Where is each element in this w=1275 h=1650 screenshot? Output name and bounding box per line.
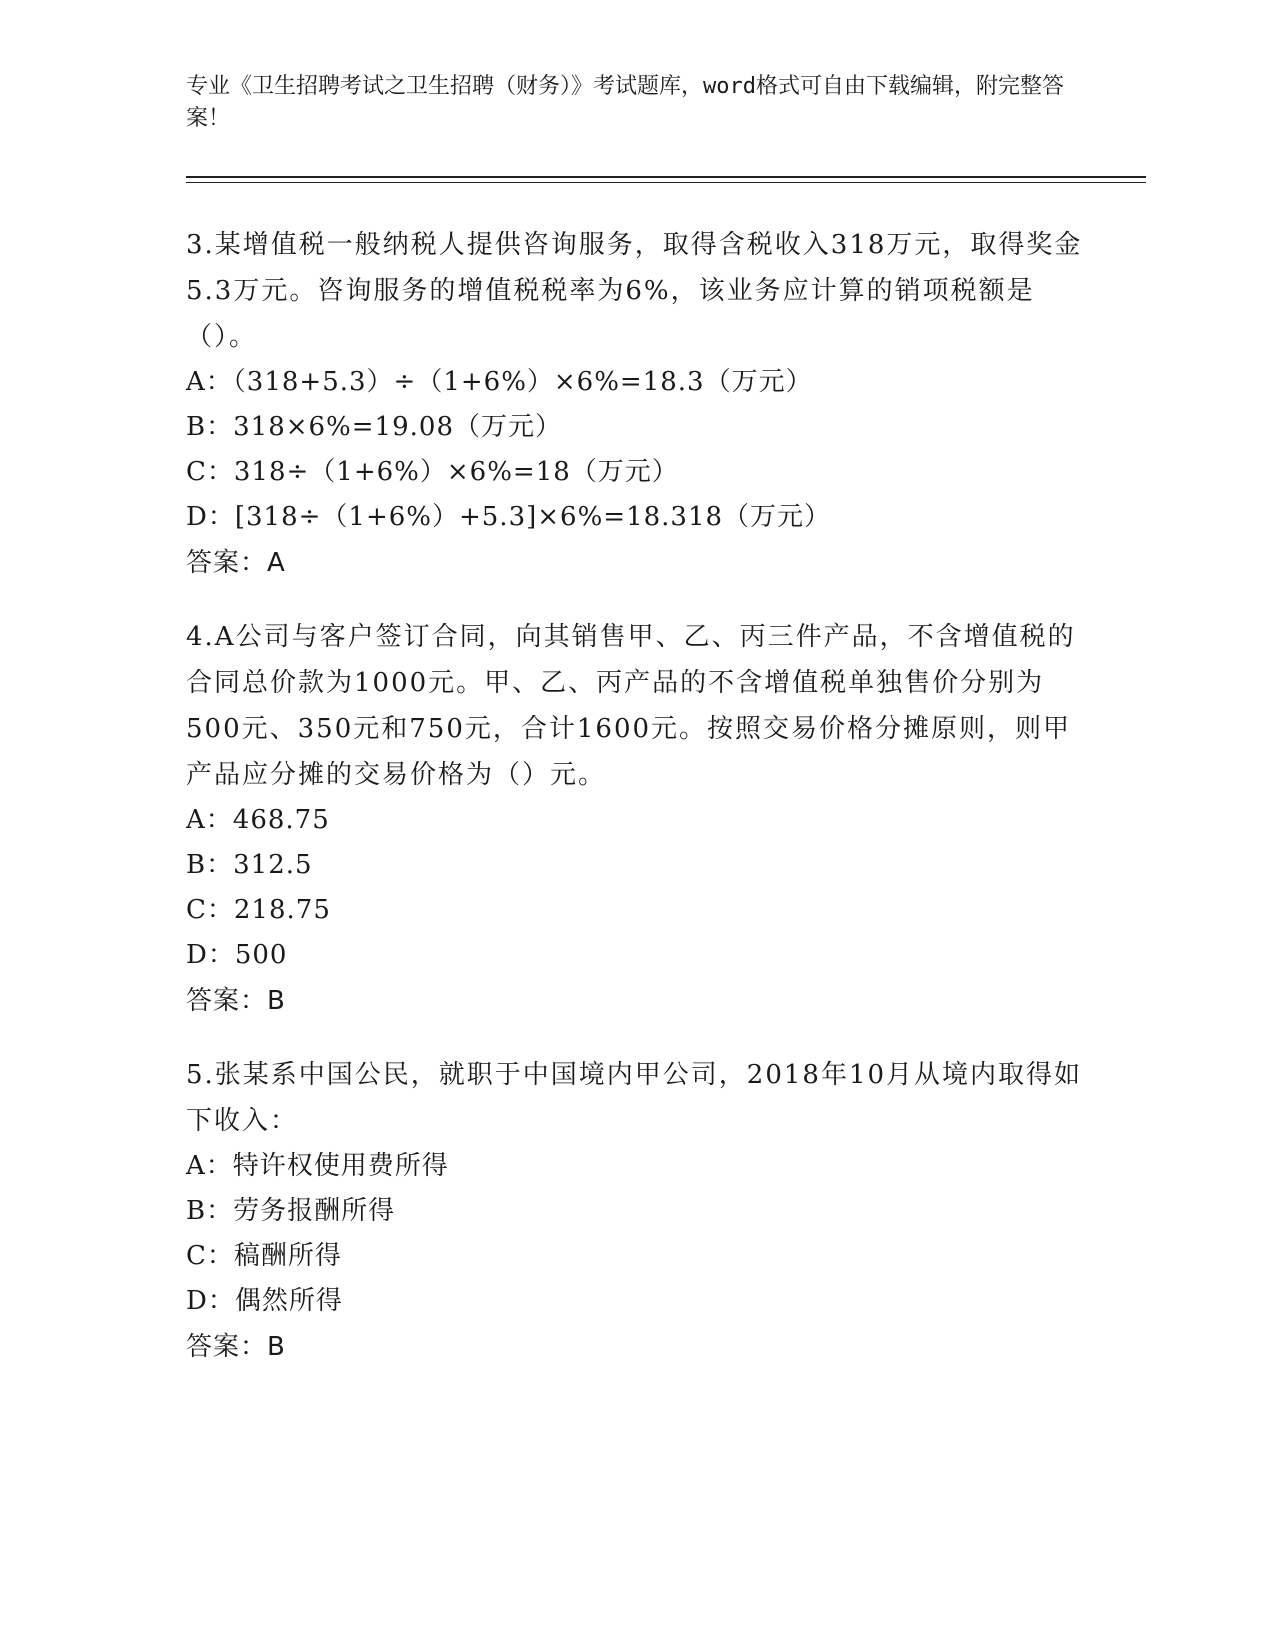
- question-4: [186, 614, 1086, 1024]
- option-d: D：[318÷（1+6%）+5.3]×6%=18.318（万元）: [186, 502, 832, 532]
- question-5: [186, 1052, 1086, 1370]
- option-a: A：（318+5.3）÷（1+6%）×6%=18.3（万元）: [186, 367, 813, 397]
- option-c: C：218.75: [186, 895, 331, 925]
- question-stem: 5.张某系中国公民，就职于中国境内甲公司，2018年10月从境内取得如下收入：: [186, 1060, 1083, 1136]
- answer: 答案：B: [186, 1332, 286, 1362]
- option-a: A：468.75: [186, 805, 330, 835]
- option-a: A：特许权使用费所得: [186, 1151, 449, 1181]
- option-d: D：500: [186, 940, 288, 970]
- question-stem: 4.A公司与客户签订合同，向其销售甲、乙、丙三件产品，不含增值税的合同总价款为1000元。甲、乙、丙产品的不含增值税单独售价分别为500元、350元和750元，合计1600元。按照交易价格分摊原则，则甲产品应分摊的交易价格为（）元。: [186, 622, 1076, 790]
- option-d: D：偶然所得: [186, 1286, 343, 1316]
- option-c: C：318÷（1+6%）×6%=18（万元）: [186, 457, 679, 487]
- question-stem: 3.某增值税一般纳税人提供咨询服务，取得含税收入318万元，取得奖金5.3万元。咨询服务的增值税税率为6%，该业务应计算的销项税额是（）。: [186, 230, 1083, 352]
- answer: 答案：A: [186, 548, 286, 578]
- header-text: 专业《卫生招聘考试之卫生招聘（财务）》考试题库，word格式可自由下载编辑，附完整答案！: [186, 74, 1064, 131]
- option-b: B：318×6%=19.08（万元）: [186, 412, 562, 442]
- header-divider: [186, 176, 1146, 178]
- header-divider-secondary: [186, 182, 1146, 183]
- option-b: B：312.5: [186, 850, 313, 880]
- option-c: C：稿酬所得: [186, 1241, 342, 1271]
- question-3: [186, 222, 1086, 586]
- option-b: B：劳务报酬所得: [186, 1196, 396, 1226]
- document-header: [186, 71, 1066, 135]
- answer: 答案：B: [186, 986, 286, 1016]
